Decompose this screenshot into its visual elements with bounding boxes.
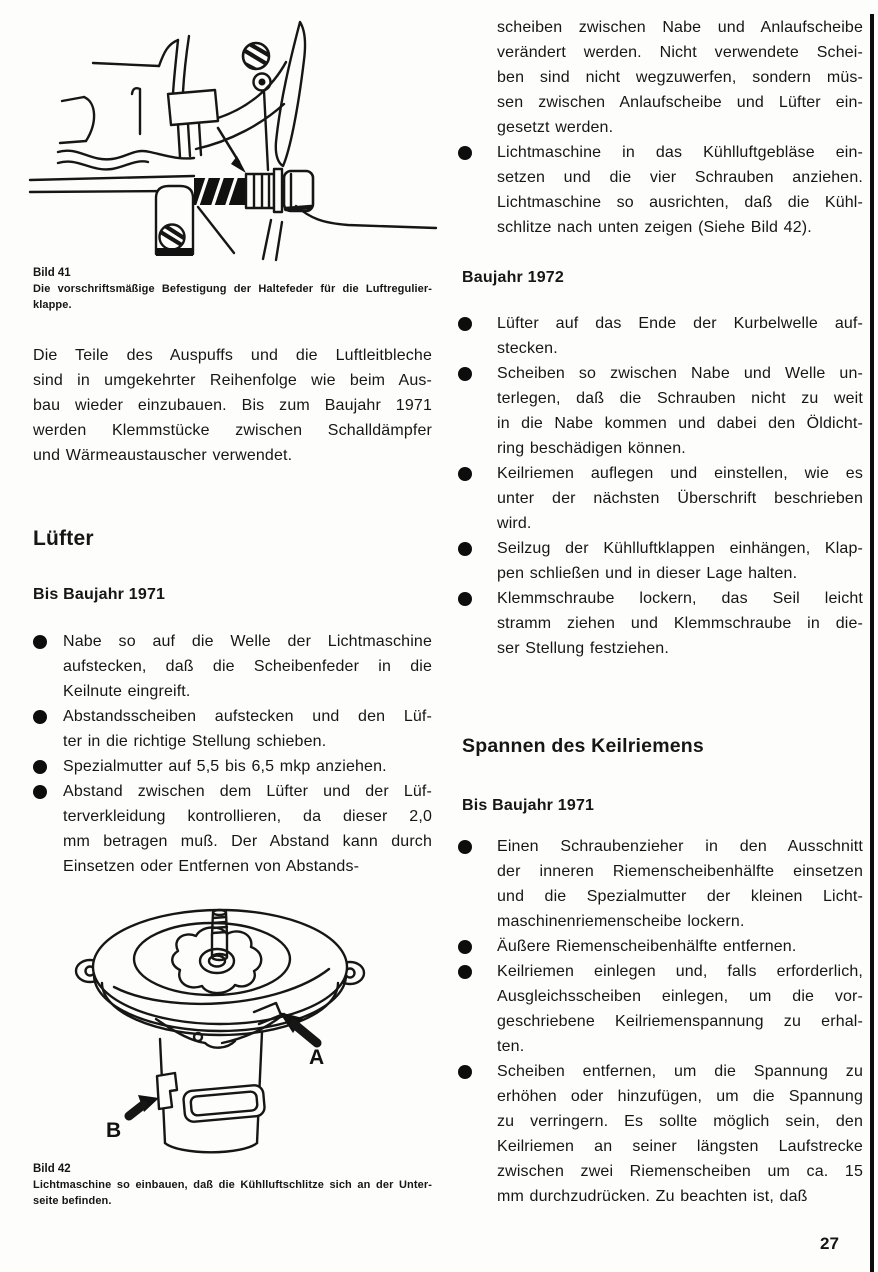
bullet-icon bbox=[33, 635, 47, 649]
bullet-icon bbox=[458, 146, 472, 160]
instruction-text: Nabe so auf die Welle der Lichtmaschine aufstecken, daß die Scheibenfeder in die Keilnute eingreift. bbox=[63, 633, 432, 700]
scan-edge-line bbox=[870, 14, 874, 1272]
instruction-text: Einen Schraubenzieher in den Ausschnitt der inneren Riemenscheibenhälfte einsetzen und die Spezialmutter der kleinen Licht- maschinenriemenscheibe lockern. bbox=[497, 838, 863, 930]
instruction-item bbox=[458, 586, 863, 661]
instruction-text: Klemmschraube lockern, das Seil leicht stramm ziehen und Klemmschraube in die- ser Stellung festziehen. bbox=[497, 590, 863, 657]
bullet-icon bbox=[458, 840, 472, 854]
figure-42-illustration bbox=[26, 891, 438, 1157]
figure-42-arrow-label-a: A bbox=[309, 1046, 325, 1069]
section-title-luefter: Lüfter bbox=[33, 527, 94, 550]
page-number: 27 bbox=[820, 1234, 839, 1253]
instruction-item bbox=[33, 704, 432, 754]
bullet-icon bbox=[458, 1065, 472, 1079]
instruction-item bbox=[458, 1059, 863, 1209]
top-instruction-list bbox=[458, 140, 863, 240]
bullet-icon bbox=[458, 317, 472, 331]
figure-41-caption: Die vorschriftsmäßige Befestigung der Haltefeder für die Luftregulier- klappe. bbox=[33, 283, 432, 311]
continuation-paragraph: scheiben zwischen Nabe und Anlaufscheibe verändert werden. Nicht verwendete Schei- ben sind nicht wegzuwerfen, sondern müs- sen zwischen Anlaufscheibe und Lüfter ein- gesetzt werden. bbox=[497, 19, 863, 136]
instruction-text: Spezialmutter auf 5,5 bis 6,5 mkp anziehen. bbox=[63, 758, 387, 775]
instruction-item bbox=[33, 629, 432, 704]
instruction-item bbox=[458, 140, 863, 240]
figure-42-caption: Lichtmaschine so einbauen, daß die Kühlluftschlitze sich an der Unter- seite befinden. bbox=[33, 1179, 432, 1207]
instruction-text: Äußere Riemenscheibenhälfte entfernen. bbox=[497, 938, 797, 955]
bullet-icon bbox=[458, 965, 472, 979]
instruction-text: Lichtmaschine in das Kühlluftgebläse ein- setzen und die vier Schrauben anziehen. Lichtmaschine so ausrichten, daß die Kühl- schlitze nach unten zeigen (Siehe Bild 42). bbox=[497, 144, 863, 236]
section-title-baujahr-1972: Baujahr 1972 bbox=[462, 269, 565, 286]
instruction-text: Seilzug der Kühlluftklappen einhängen, Klap- pen schließen und in dieser Lage halten. bbox=[497, 540, 863, 582]
instruction-item bbox=[458, 934, 863, 959]
figure-41-label: Bild 41 bbox=[33, 267, 71, 279]
instruction-text: Abstand zwischen dem Lüfter und der Lüf- terverkleidung kontrollieren, da dieser 2,0 mm betragen muß. Der Abstand kann durch Einsetzen oder Entfernen von Abstands- bbox=[63, 783, 432, 875]
baujahr-1972-instruction-list bbox=[458, 311, 863, 661]
spannen-instruction-list bbox=[458, 834, 863, 1209]
subsection-bis-baujahr-1971-right: Bis Baujahr 1971 bbox=[462, 797, 595, 814]
instruction-item bbox=[33, 754, 432, 779]
instruction-text: Scheiben entfernen, um die Spannung zu erhöhen oder hinzufügen, um die Spannung zu verringern. Es sollte möglich sein, den Keilriemen an seiner längsten Laufstrecke zwischen zwei Riemenscheiben um ca. 15 mm durchzudrücken. Zu beachten ist, daß bbox=[497, 1063, 863, 1205]
figure-41-illustration bbox=[26, 2, 438, 262]
instruction-item bbox=[458, 311, 863, 361]
section-title-spannen: Spannen des Keilriemens bbox=[462, 735, 704, 757]
instruction-text: Scheiben so zwischen Nabe und Welle un- terlegen, daß die Schrauben nicht zu weit in die Nabe kommen und dabei den Öldicht- ring beschädigen können. bbox=[497, 365, 863, 457]
instruction-text: Lüfter auf das Ende der Kurbelwelle auf- stecken. bbox=[497, 315, 863, 357]
figure-42-arrow-label-b: B bbox=[106, 1119, 122, 1142]
bullet-icon bbox=[33, 785, 47, 799]
instruction-text: Abstandsscheiben aufstecken und den Lüf- ter in die richtige Stellung schieben. bbox=[63, 708, 432, 750]
bullet-icon bbox=[458, 592, 472, 606]
instruction-text: Keilriemen auflegen und einstellen, wie es unter der nächsten Überschrift beschrieben wird. bbox=[497, 465, 863, 532]
luefter-instruction-list bbox=[33, 629, 432, 879]
bullet-icon bbox=[458, 367, 472, 381]
instruction-item bbox=[458, 834, 863, 934]
instruction-item bbox=[33, 779, 432, 879]
instruction-item bbox=[458, 461, 863, 536]
instruction-item bbox=[458, 959, 863, 1059]
bullet-icon bbox=[458, 542, 472, 556]
bullet-icon bbox=[33, 710, 47, 724]
instruction-text: Keilriemen einlegen und, falls erforderlich, Ausgleichsscheiben einlegen, um die vor- geschriebene Keilriemenspannung zu erhal- ten. bbox=[497, 963, 863, 1055]
subsection-bis-baujahr-1971-left: Bis Baujahr 1971 bbox=[33, 586, 166, 603]
instruction-item bbox=[458, 361, 863, 461]
instruction-item bbox=[458, 536, 863, 586]
bullet-icon bbox=[458, 467, 472, 481]
bullet-icon bbox=[458, 940, 472, 954]
intro-paragraph: Die Teile des Auspuffs und die Luftleitbleche sind in umgekehrter Reihenfolge wie beim Aus- bau wieder einzubauen. Bis zum Baujahr 1971 werden Klemmstücke zwischen Schalldämpfer und Wärmeaustauscher verwendet. bbox=[33, 347, 432, 464]
figure-42-label: Bild 42 bbox=[33, 1163, 71, 1175]
bullet-icon bbox=[33, 760, 47, 774]
